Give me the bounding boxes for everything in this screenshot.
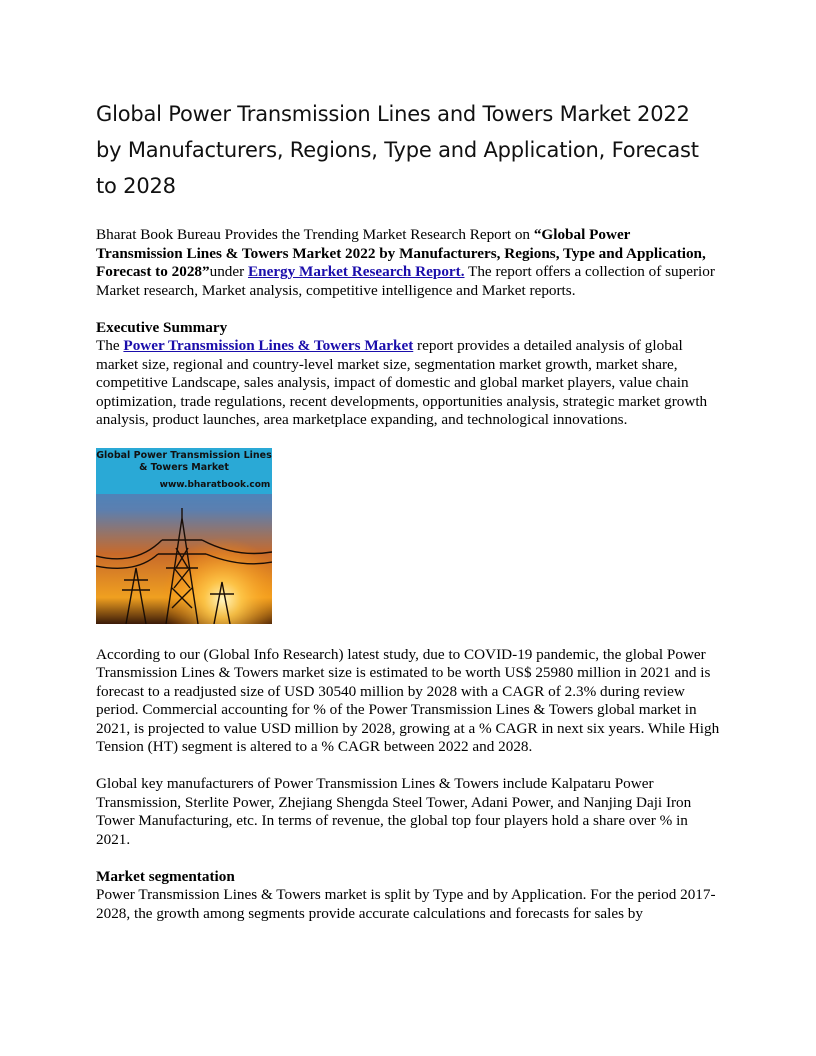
intro-report-title: “Global Power Transmission Lines & Towers Market 2022 by Manufacturers, Regions, Type and Application, Forecast to 2028” [96,226,706,280]
study-paragraph: According to our (Global Info Research) latest study, due to COVID-19 pandemic, the global Power Transmission Lines & Towers market size is estimated to be worth US$ 25980 million in 2021 and is forecast to a readjusted size of USD 30540 million by 2028 with a CAGR of 2.3% during review period. Commercial accounting for % of the Power Transmission Lines & Towers global market in 2021, is projected to value USD million by 2028, growing at a % CAGR in next six years. While High Tension (HT) segment is altered to a % CAGR between 2022 and 2028. [96,645,720,755]
image-caption: Global Power Transmission Lines & Towers Market [96,449,272,473]
energy-report-link[interactable]: Energy Market Research Report. [248,263,465,280]
segmentation-section [96,868,720,924]
intro-under: under [209,263,248,280]
executive-text: report provides a detailed analysis of global market size, regional and country-level market size, segmentation market growth, market share, competitive Landscape, sales analysis, impact of domestic and global market players, value chain optimization, trade regulations, recent developments, opportunities analysis, strategic market growth analysis, product launches, area marketplace expanding, and technological innovations. [96,337,708,428]
executive-summary [96,319,720,430]
manufacturers-paragraph: Global key manufacturers of Power Transmission Lines & Towers include Kalpataru Power Transmission, Sterlite Power, Zhejiang Shengda Steel Tower, Adani Power, and Nanjing Daji Iron Tower Manufacturing, etc. In terms of revenue, the global top four players hold a share over % in 2021. [96,775,692,848]
document-page [96,96,720,923]
image-url-label: www.bharatbook.com [159,479,271,490]
market-report-link[interactable]: Power Transmission Lines & Towers Market [123,337,414,354]
executive-prefix: The [96,337,124,354]
intro-suffix: The report offers a collection of superior Market research, Market analysis, competitive intelligence and Market reports. [96,263,715,299]
page-title: Global Power Transmission Lines and Towers Market 2022 by Manufacturers, Regions, Type and Application, Forecast to 2028 [96,102,699,198]
segmentation-text: Power Transmission Lines & Towers market is split by Type and by Application. For the period 2017-2028, the growth among segments provide accurate calculations and forecasts for sales by [96,886,716,922]
segmentation-heading: Market segmentation [96,867,235,885]
intro-paragraph [96,226,720,300]
intro-prefix: Bharat Book Bureau Provides the Trending Market Research Report on [96,226,534,243]
executive-summary-heading: Executive Summary [96,318,228,336]
report-cover-image [96,448,272,624]
